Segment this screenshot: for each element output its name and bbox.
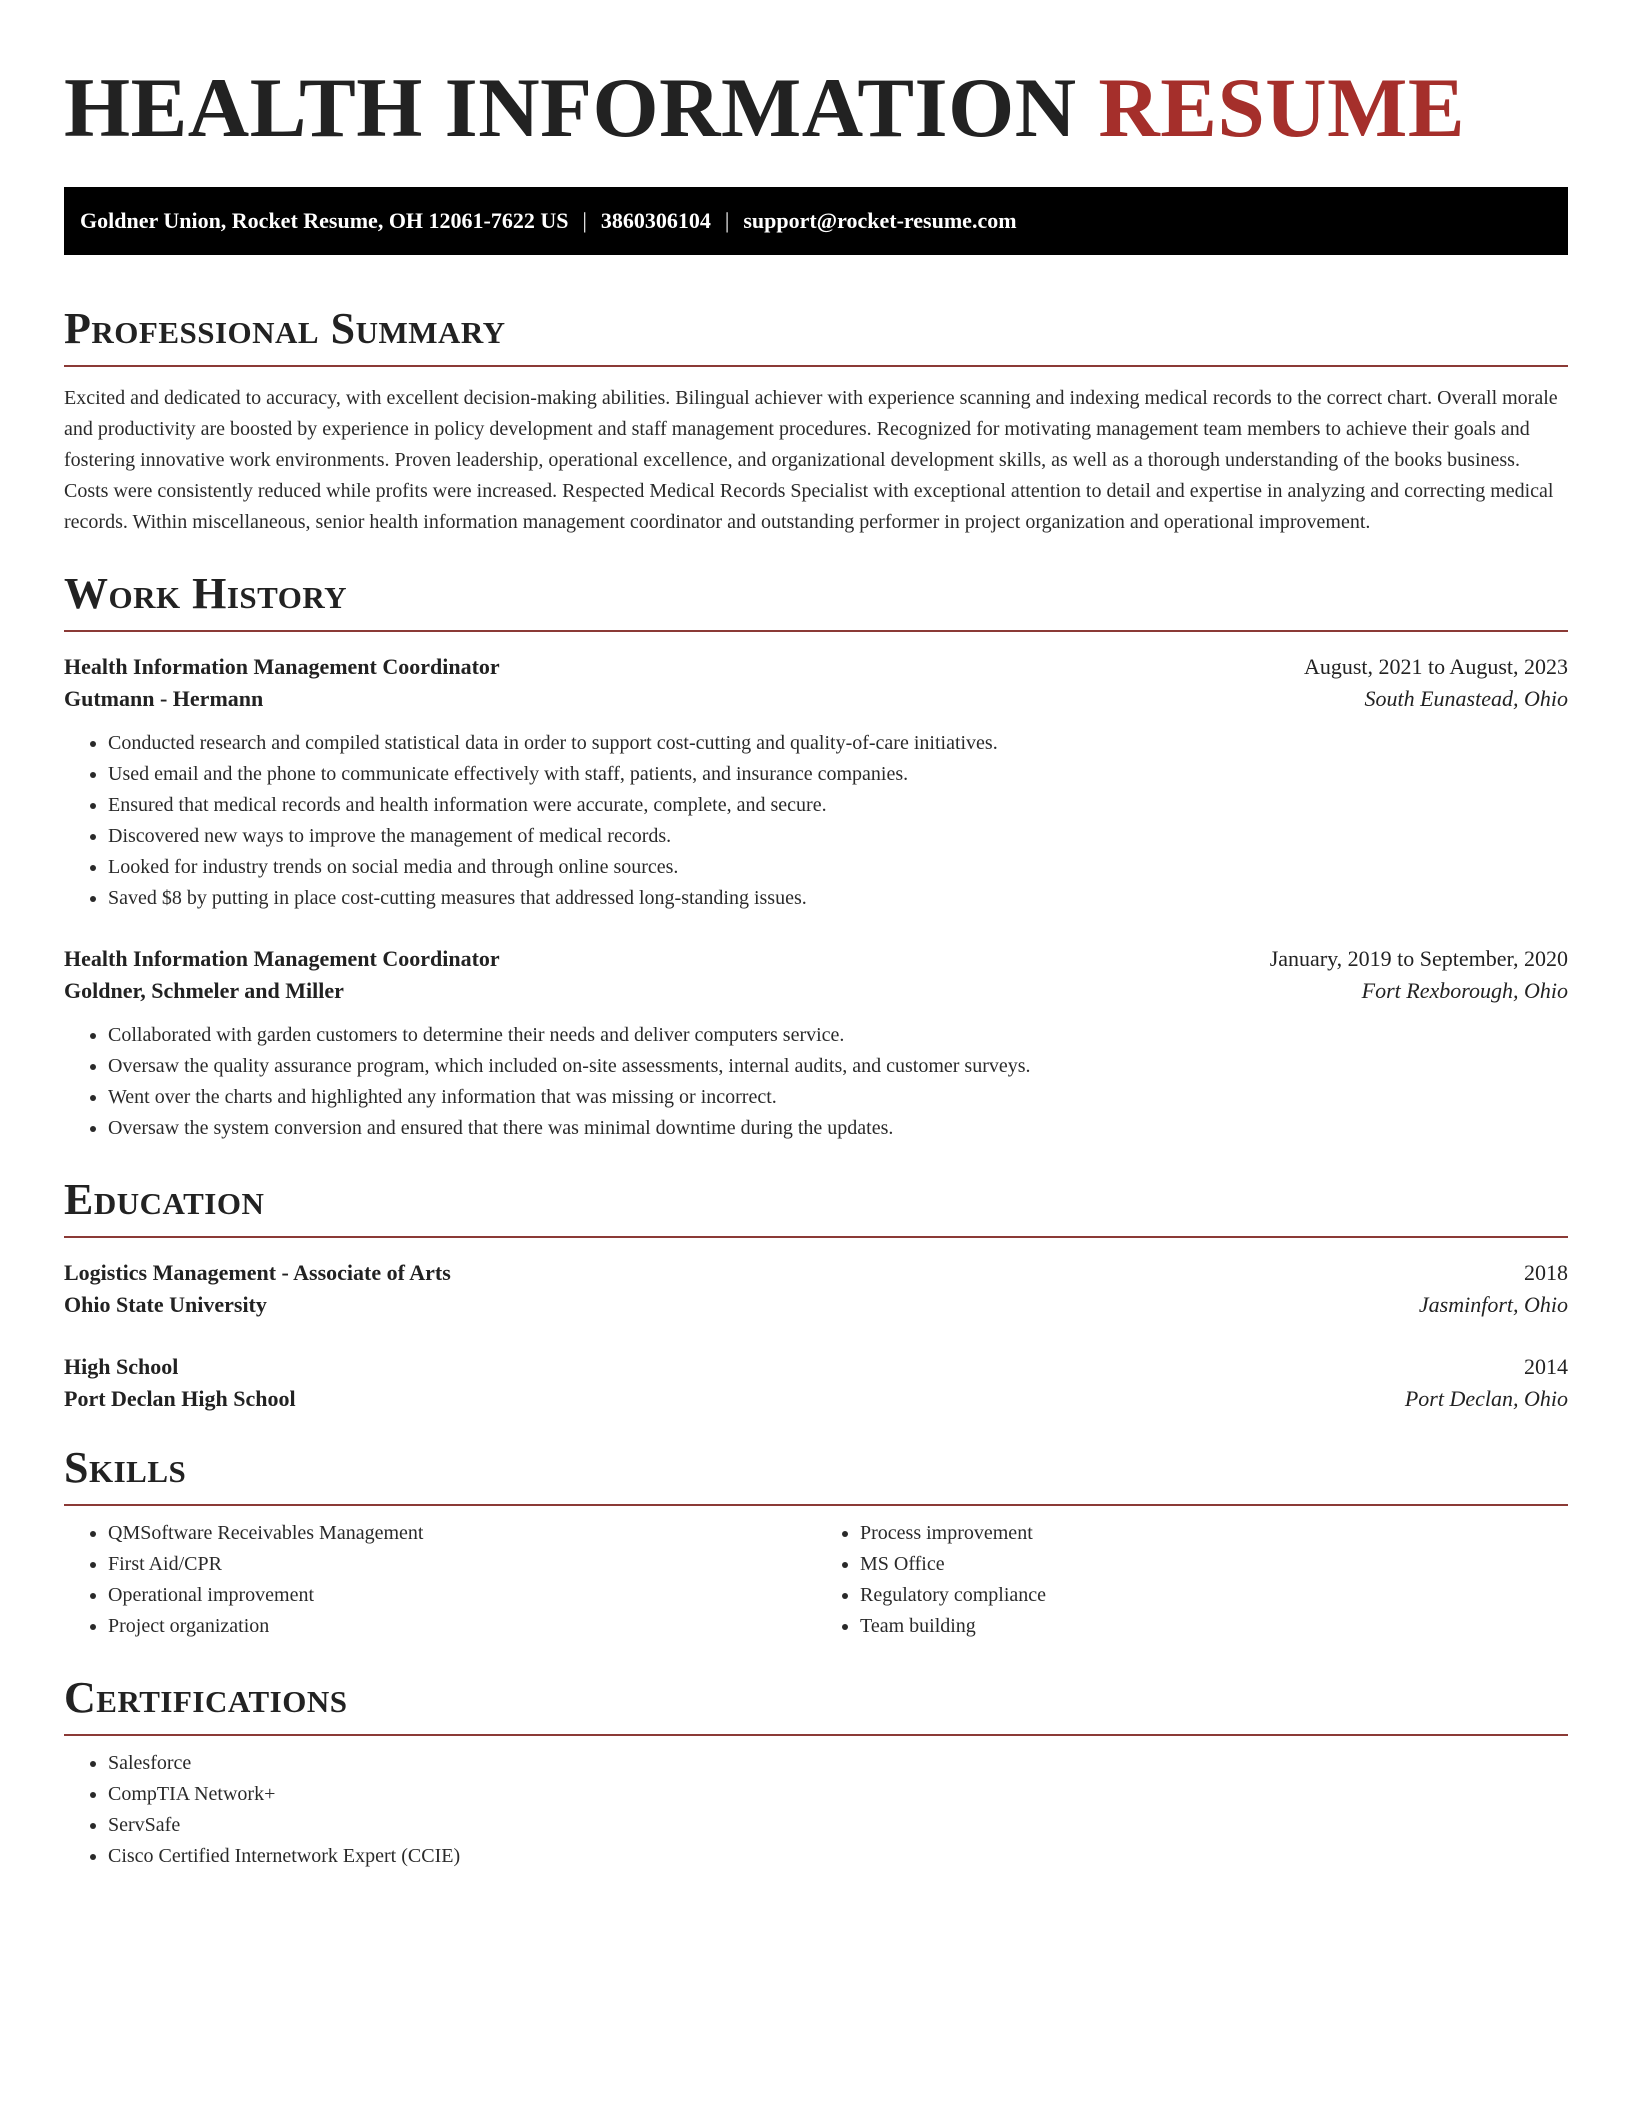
section-heading-education: Education <box>64 1178 1568 1238</box>
education-location: Jasminfort, Ohio <box>1418 1292 1568 1317</box>
title-main: HEALTH INFORMATION <box>64 61 1077 155</box>
summary-section <box>64 304 1568 538</box>
contact-bar <box>64 187 1568 255</box>
list-item: • Collaborated with garden customers to determine their needs and deliver computers service. <box>108 1020 1568 1051</box>
education-year: 2018 <box>1524 1260 1568 1285</box>
job-bullets <box>64 728 1568 914</box>
summary-text: Excited and dedicated to accuracy, with excellent decision-making abilities. Bilingual achiever with experience scanning and indexing medical records to the correct chart. Overall morale and productivity are boosted by experience in policy development and staff management procedures. Recognized for motivating management team members to achieve their goals and fostering innovative work environments. Proven leadership, operational excellence, and organizational development skills, as well as a thorough understanding of the books business. Costs were consistently reduced while profits were increased. Respected Medical Records Specialist with exceptional attention to detail and expertise in analyzing and correcting medical records. Within miscellaneous, senior health information management coordinator and outstanding performer in project organization and operational improvement. <box>64 387 1558 533</box>
list-item: • First Aid/CPR <box>108 1549 816 1580</box>
education-degree-row <box>64 1354 1568 1380</box>
list-item: • Operational improvement <box>108 1580 816 1611</box>
list-item: • Oversaw the quality assurance program, which included on-site assessments, internal audits, and customer surveys. <box>108 1051 1568 1082</box>
list-item: • Cisco Certified Internetwork Expert (CCIE) <box>108 1841 1568 1872</box>
resume-title <box>64 61 1568 155</box>
list-item: • ServSafe <box>108 1810 1568 1841</box>
job-entry <box>64 946 1568 1144</box>
list-item: • Looked for industry trends on social media and through online sources. <box>108 852 1568 883</box>
contact-separator: | <box>724 208 730 233</box>
skills-grid <box>64 1518 1568 1642</box>
work-section <box>64 569 1568 1144</box>
education-location: Port Declan, Ohio <box>1404 1386 1568 1411</box>
section-heading-certifications: Certifications <box>64 1676 1568 1736</box>
job-company-row <box>64 686 1568 712</box>
section-heading-skills: Skills <box>64 1446 1568 1506</box>
job-title: Health Information Management Coordinator <box>64 654 500 679</box>
education-entry <box>64 1260 1568 1318</box>
title-accent: RESUME <box>1098 61 1466 155</box>
certifications-section <box>64 1673 1568 1872</box>
education-school: Ohio State University <box>64 1292 267 1317</box>
job-title-row <box>64 946 1568 972</box>
list-item: • Project organization <box>108 1611 816 1642</box>
list-item: • Conducted research and compiled statistical data in order to support cost-cutting and quality-of-care initiatives. <box>108 728 1568 759</box>
section-heading-work: Work History <box>64 572 1568 632</box>
list-item: • Oversaw the system conversion and ensured that there was minimal downtime during the updates. <box>108 1113 1568 1144</box>
job-title: Health Information Management Coordinator <box>64 946 500 971</box>
education-degree: High School <box>64 1354 179 1379</box>
job-location: Fort Rexborough, Ohio <box>1361 978 1568 1003</box>
list-item: • MS Office <box>860 1549 1568 1580</box>
education-entry <box>64 1354 1568 1412</box>
list-item: • Used email and the phone to communicate effectively with staff, patients, and insurance companies. <box>108 759 1568 790</box>
contact-separator: | <box>582 208 587 233</box>
list-item: • Saved $8 by putting in place cost-cutting measures that addressed long-standing issues. <box>108 883 1568 914</box>
list-item: • Process improvement <box>860 1518 1568 1549</box>
job-location: South Eunastead, Ohio <box>1364 686 1568 711</box>
education-section <box>64 1175 1568 1412</box>
list-item: • Ensured that medical records and health information were accurate, complete, and secure. <box>108 790 1568 821</box>
list-item: • QMSoftware Receivables Management <box>108 1518 816 1549</box>
certifications-list <box>64 1748 1568 1872</box>
job-company: Gutmann - Hermann <box>64 686 264 711</box>
contact-phone: 3860306104 <box>600 208 711 233</box>
list-item: • Salesforce <box>108 1748 1568 1779</box>
education-school-row <box>64 1292 1568 1318</box>
education-degree-row <box>64 1260 1568 1286</box>
list-item: • Team building <box>860 1611 1568 1642</box>
job-title-row <box>64 654 1568 680</box>
job-company-row <box>64 978 1568 1004</box>
contact-address: Goldner Union, Rocket Resume, OH 12061-7622 US <box>80 208 569 233</box>
education-school-row <box>64 1386 1568 1412</box>
skills-column-left <box>64 1518 816 1642</box>
skills-column-right <box>816 1518 1568 1642</box>
list-item: • Discovered new ways to improve the management of medical records. <box>108 821 1568 852</box>
education-school: Port Declan High School <box>64 1386 296 1411</box>
job-dates: August, 2021 to August, 2023 <box>1303 654 1568 679</box>
job-entry <box>64 654 1568 914</box>
job-company: Goldner, Schmeler and Miller <box>64 978 344 1003</box>
education-year: 2014 <box>1524 1354 1568 1379</box>
skills-section <box>64 1443 1568 1642</box>
contact-email: support@rocket-resume.com <box>743 208 1017 233</box>
list-item: • CompTIA Network+ <box>108 1779 1568 1810</box>
education-degree: Logistics Management - Associate of Arts <box>64 1260 451 1285</box>
job-dates: January, 2019 to September, 2020 <box>1269 946 1568 971</box>
list-item: • Went over the charts and highlighted any information that was missing or incorrect. <box>108 1082 1568 1113</box>
job-bullets <box>64 1020 1568 1144</box>
section-heading-summary: Professional Summary <box>64 307 1568 367</box>
list-item: • Regulatory compliance <box>860 1580 1568 1611</box>
